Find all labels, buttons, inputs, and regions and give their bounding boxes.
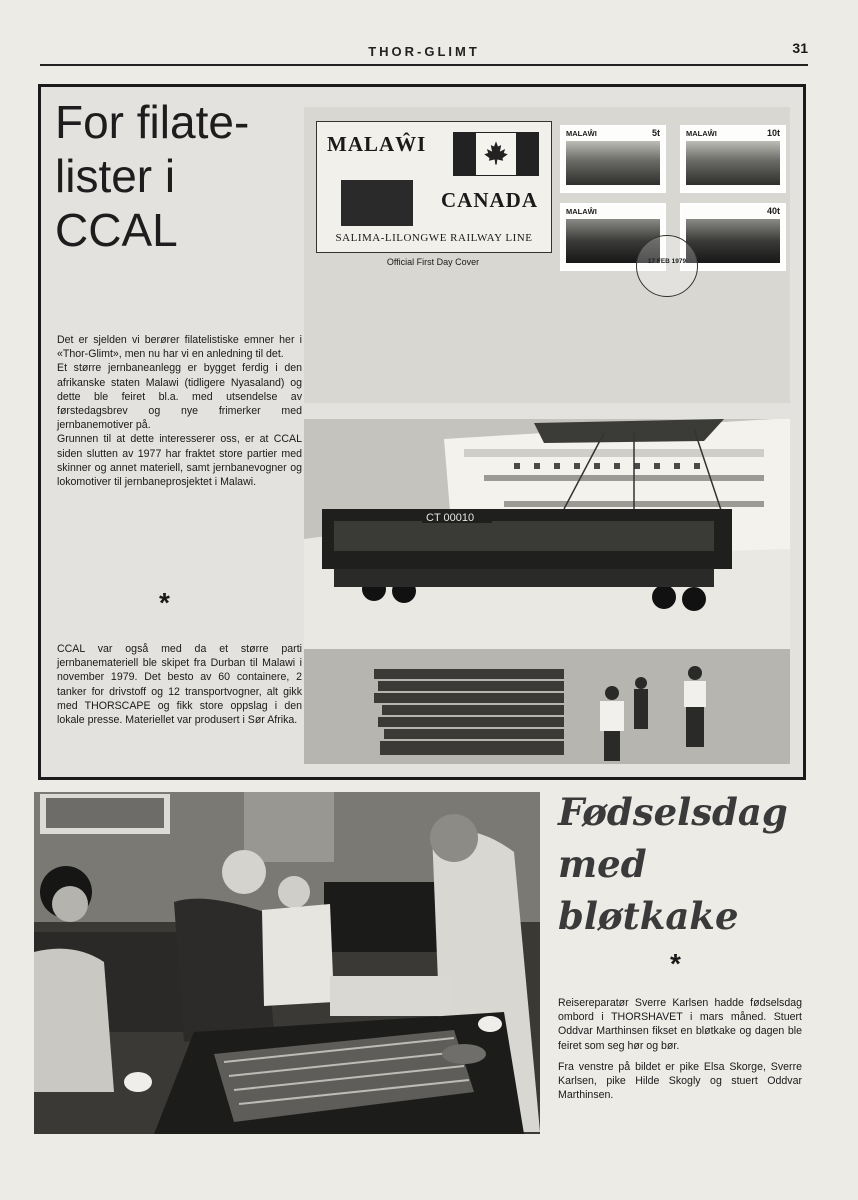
fdc-country-canada: CANADA	[441, 188, 538, 212]
ccal-article-title	[55, 95, 305, 257]
fdc-country-malawi: MALAŴI	[327, 132, 427, 156]
title-line-3: CCAL	[55, 204, 178, 256]
ccal-article-box	[38, 84, 806, 780]
title-line-1: For filate-	[55, 96, 250, 148]
title-line-2: lister i	[55, 150, 176, 202]
canada-flag-icon	[453, 132, 539, 176]
bday-paragraph-1: Reisereparatør Sverre Karlsen hadde fødselsdag ombord i THORSHAVET i mars måned. Stuert Oddvar Marthinsen fikset en bløtkake og dagen ble feiret som seg hør og bør.	[558, 997, 802, 1052]
running-header	[40, 38, 808, 66]
publication-title: THOR-GLIMT	[368, 44, 480, 59]
bday-title-line-3: bløtkake	[558, 894, 739, 938]
bday-title-line-2: med	[558, 842, 647, 886]
stamp-4: 40t	[682, 205, 784, 269]
bday-paragraph-2: Fra venstre på bildet er pike Elsa Skorge, Sverre Karlsen, pike Hilde Skogly og stuert Oddvar Marthinsen.	[558, 1060, 802, 1102]
stamp-1: MALAŴI 5t	[562, 127, 664, 191]
bday-title-line-1: Fødselsdag	[558, 790, 788, 834]
first-day-cover-card	[316, 121, 552, 253]
ccal-article-body	[57, 333, 302, 489]
birthday-celebration-photo	[34, 792, 540, 1134]
page-number: 31	[792, 40, 808, 56]
birthday-article-title	[558, 786, 828, 942]
birthday-article-body	[558, 996, 802, 1109]
section-asterisk: *	[159, 587, 170, 618]
ccal-paragraph-4: CCAL var også med da et større parti jernbanemateriell ble skipet fra Durban til Malawi i november 1979. Det besto av 60 containere, 2 tanker for drivstoff og 12 transportvogner, alt gikk med THORSCAPE og fikk store oppslag i den lokale presse. Materiellet var produsert i Sør Afrika.	[57, 643, 302, 727]
ccal-paragraph-2: Et større jernbaneanlegg er bygget ferdig i den afrikanske staten Malawi (tidligere Nyasaland) og dette ble feiret bl.a. med utsendelse av førstedagsbrev og nye frimerker med jernbanemotiver på.	[57, 362, 302, 432]
ccal-paragraph-1: Det er sjelden vi berører filatelistiske emner her i «Thor-Glimt», men nu har vi en anledning til det.	[57, 334, 302, 361]
wagon-marking: CT 00010	[426, 512, 475, 524]
stamp-2: MALAŴI 10t	[682, 127, 784, 191]
birthday-asterisk: *	[670, 948, 681, 979]
ccal-paragraph-3: Grunnen til at dette interesserer oss, er at CCAL siden slutten av 1977 har fraktet store partier med skinner og annet materiell, samt jernbanevogner og lokomotiver til jernbaneprosjektet i Malawi.	[57, 433, 302, 489]
postmark-date: 17 FEB 1979	[647, 258, 687, 265]
stamp-3: MALAŴI	[562, 205, 664, 269]
postmark-stamp	[636, 235, 698, 297]
ship-loading-photo	[304, 419, 790, 764]
first-day-cover-image	[304, 107, 790, 403]
fdc-dark-panel	[341, 180, 413, 226]
fdc-railway-line: SALIMA-LILONGWE RAILWAY LINE	[335, 232, 533, 244]
fdc-caption: Official First Day Cover	[386, 257, 480, 267]
